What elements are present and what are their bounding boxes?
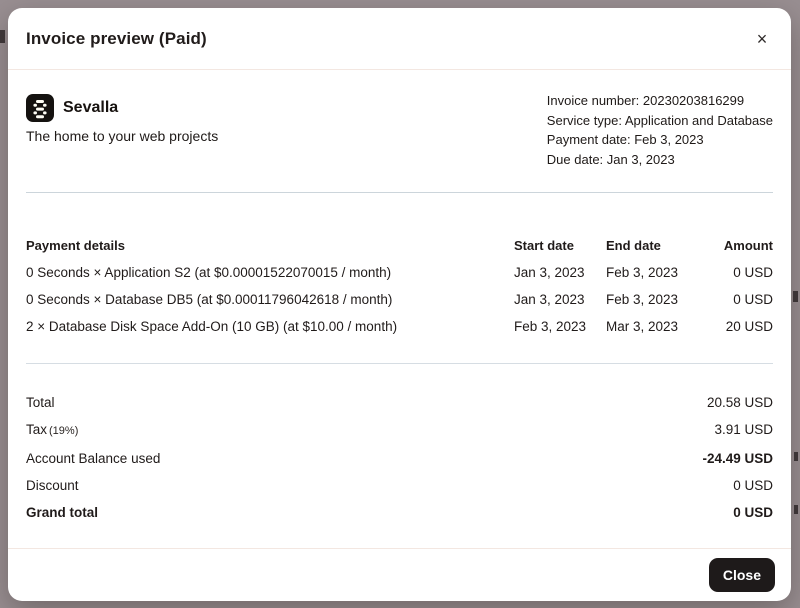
line-item-start-date: Feb 3, 2023: [514, 319, 587, 335]
line-item-end-date: Feb 3, 2023: [606, 265, 679, 281]
discount-row: [26, 472, 773, 499]
modal-header: [8, 8, 791, 70]
discount-label: Discount: [26, 478, 79, 494]
grand-total-value: 0 USD: [733, 505, 773, 521]
line-item-amount: 0 USD: [733, 292, 773, 308]
line-item-amount: 0 USD: [733, 265, 773, 281]
modal-footer: [8, 548, 791, 601]
line-item-start-date: Jan 3, 2023: [514, 292, 585, 308]
modal-title: Invoice preview (Paid): [26, 28, 207, 48]
discount-value: 0 USD: [733, 478, 773, 494]
backdrop-artifact: [793, 291, 798, 302]
payment-details-table: [26, 232, 773, 340]
due-date: Due date: Jan 3, 2023: [546, 151, 675, 167]
tax-rate-note: (19%): [49, 425, 79, 438]
total-row: [26, 389, 773, 416]
col-header-start-date: Start date: [514, 238, 574, 254]
section-divider: [26, 363, 773, 364]
grand-total-label: Grand total: [26, 505, 99, 521]
invoice-header-section: [26, 94, 773, 169]
total-value: 20.58 USD: [706, 395, 773, 411]
brand-block: [26, 94, 218, 144]
total-label: Total: [26, 395, 55, 411]
account-balance-value: -24.49 USD: [702, 451, 773, 467]
modal-body: [8, 70, 791, 548]
service-type: Service type: Application and Database: [546, 112, 773, 128]
account-balance-label: Account Balance used: [26, 451, 161, 467]
close-button[interactable]: Close: [709, 558, 775, 592]
brand-name: Sevalla: [63, 99, 119, 116]
payment-date: Payment date: Feb 3, 2023: [546, 132, 704, 148]
line-item-start-date: Jan 3, 2023: [514, 265, 585, 281]
backdrop-artifact: [0, 30, 5, 43]
section-divider: [26, 192, 773, 193]
backdrop-artifact: [794, 505, 798, 514]
tax-label: Tax (19%): [26, 422, 79, 438]
line-item-description: 0 Seconds × Application S2 (at $0.00001522070015 / month): [26, 265, 392, 281]
invoice-preview-modal: [8, 8, 791, 601]
account-balance-row: [26, 445, 773, 472]
tax-value: 3.91 USD: [714, 422, 773, 438]
table-row: [26, 313, 773, 340]
table-header-row: [26, 232, 773, 259]
line-item-amount: 20 USD: [725, 319, 773, 335]
backdrop-artifact: [794, 452, 798, 461]
line-item-description: 2 × Database Disk Space Add-On (10 GB) (at $10.00 / month): [26, 319, 398, 335]
col-header-end-date: End date: [606, 238, 661, 254]
col-header-amount: Amount: [723, 238, 773, 254]
brand-logo-line: [26, 94, 218, 122]
sevalla-logo-icon: [26, 94, 54, 122]
table-row: [26, 286, 773, 313]
close-icon[interactable]: ×: [747, 24, 777, 54]
invoice-meta: [547, 91, 773, 169]
line-item-end-date: Mar 3, 2023: [606, 319, 679, 335]
table-row: [26, 259, 773, 286]
brand-tagline: The home to your web projects: [26, 128, 219, 144]
totals-section: [26, 389, 773, 526]
grand-total-row: [26, 499, 773, 526]
line-item-description: 0 Seconds × Database DB5 (at $0.00011796042618 / month): [26, 292, 393, 308]
col-header-description: Payment details: [26, 238, 125, 254]
tax-row: [26, 416, 773, 445]
invoice-number: Invoice number: 20230203816299: [546, 93, 745, 108]
line-item-end-date: Feb 3, 2023: [606, 292, 679, 308]
